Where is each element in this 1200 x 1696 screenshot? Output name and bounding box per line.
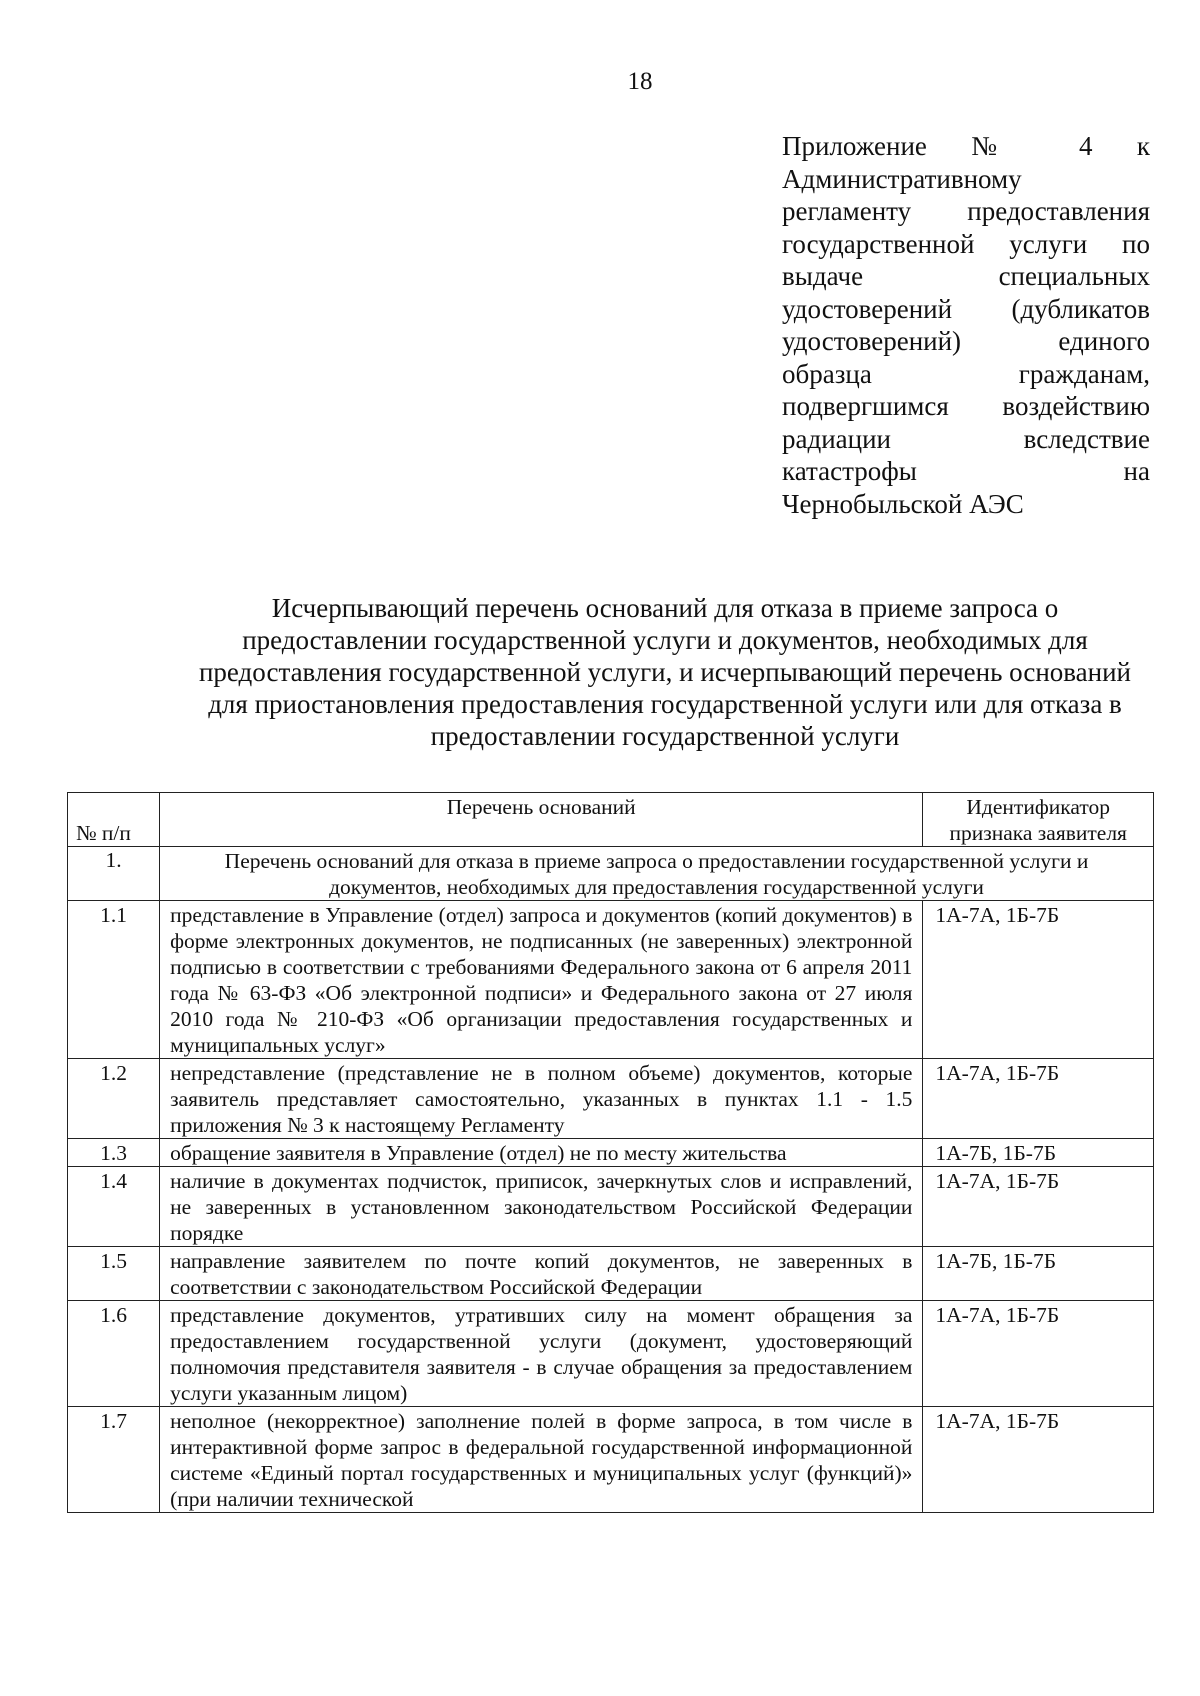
appendix-line: образца гражданам, [782,358,1150,389]
row-grounds: наличие в документах подчисток, приписок, зачеркнутых слов и исправлений, не заверенных в установленном законодательством Российской Федерации порядке [160,1167,923,1247]
appendix-line: радиации вследствие [782,423,1150,454]
table-row [68,1407,1154,1513]
row-identifier: 1А-7А, 1Б-7Б [923,1301,1154,1407]
heading-line: предоставлении государственной услуги и документов, необходимых для [242,625,1088,655]
row-identifier: 1А-7А, 1Б-7Б [923,1407,1154,1513]
row-identifier: 1А-7А, 1Б-7Б [923,901,1154,1059]
table-row [68,1139,1154,1167]
appendix-line: Приложение № 4 к [782,131,1150,161]
row-grounds: направление заявителем по почте копий документов, не заверенных в соответствии с законодательством Российской Федерации [160,1247,923,1301]
row-number: 1.1 [68,901,160,1059]
row-number: 1.4 [68,1167,160,1247]
row-identifier: 1А-7Б, 1Б-7Б [923,1139,1154,1167]
table-row [68,1247,1154,1301]
appendix-line: Чернобыльской АЭС [782,488,1024,519]
heading-line: предоставлении государственной услуги [430,721,900,751]
appendix-reference [782,130,1150,520]
section-number: 1. [68,847,160,901]
grounds-table [67,792,1154,1513]
appendix-line: подвергшимся воздействию [782,391,1150,421]
table-row [68,1301,1154,1407]
appendix-line: катастрофы на [782,456,1150,486]
heading-line: Исчерпывающий перечень оснований для отказа в приеме запроса о [271,593,1059,623]
row-number: 1.7 [68,1407,160,1513]
appendix-line: регламенту предоставления [782,196,1150,226]
row-identifier: 1А-7Б, 1Б-7Б [923,1247,1154,1301]
row-grounds: представление в Управление (отдел) запроса и документов (копий документов) в форме электронных документов, не подписанных (не заверенных) электронной подписью в соответствии с требованиями Федерального закона от 6 апреля 2011 года № 63-ФЗ «Об электронной подписи» и Федерального закона от 27 июля 2010 года № 210-ФЗ «Об организации предоставления государственных и муниципальных услуг» [160,901,923,1059]
header-grounds: Перечень оснований [160,793,923,847]
table-header-row [68,793,1154,847]
section-title: Перечень оснований для отказа в приеме запроса о предоставлении государственной услуги и документов, необходимых для предоставления государственной услуги [160,847,1154,901]
heading-line: предоставления государственной услуги, и исчерпывающий перечень оснований [198,657,1132,687]
row-identifier: 1А-7А, 1Б-7Б [923,1059,1154,1139]
appendix-line: Административному [782,163,1022,194]
appendix-line: выдаче специальных [782,261,1150,291]
page-number: 18 [627,68,653,95]
row-identifier: 1А-7А, 1Б-7Б [923,1167,1154,1247]
row-number: 1.2 [68,1059,160,1139]
table-row [68,1059,1154,1139]
heading-line: для приостановления предоставления государственной услуги или для отказа в [208,689,1122,719]
row-grounds: представление документов, утративших силу на момент обращения за предоставлением государственной услуги (документ, удостоверяющий полномочия представителя заявителя - в случае обращения за предоставлением услуги указанным лицом) [160,1301,923,1407]
header-number: № п/п [68,793,160,847]
row-number: 1.5 [68,1247,160,1301]
row-grounds: обращение заявителя в Управление (отдел) не по месту жительства [160,1139,923,1167]
table-row [68,901,1154,1059]
row-number: 1.3 [68,1139,160,1167]
header-identifier: Идентификатор признака заявителя [923,793,1154,847]
section-row [68,847,1154,901]
row-grounds: непредставление (представление не в полном объеме) документов, которые заявитель представляет самостоятельно, указанных в пунктах 1.1 - 1.5 приложения № 3 к настоящему Регламенту [160,1059,923,1139]
document-heading [110,592,1200,752]
appendix-line: удостоверений) единого [782,326,1150,356]
row-grounds: неполное (некорректное) заполнение полей в форме запроса, в том числе в интерактивной форме запрос в федеральной государственной информационной системе «Единый портал государственных и муниципальных услуг (функций)» (при наличии технической [160,1407,923,1513]
appendix-line: государственной услуги по [782,228,1150,259]
appendix-line: удостоверений (дубликатов [782,293,1150,324]
row-number: 1.6 [68,1301,160,1407]
table-row [68,1167,1154,1247]
